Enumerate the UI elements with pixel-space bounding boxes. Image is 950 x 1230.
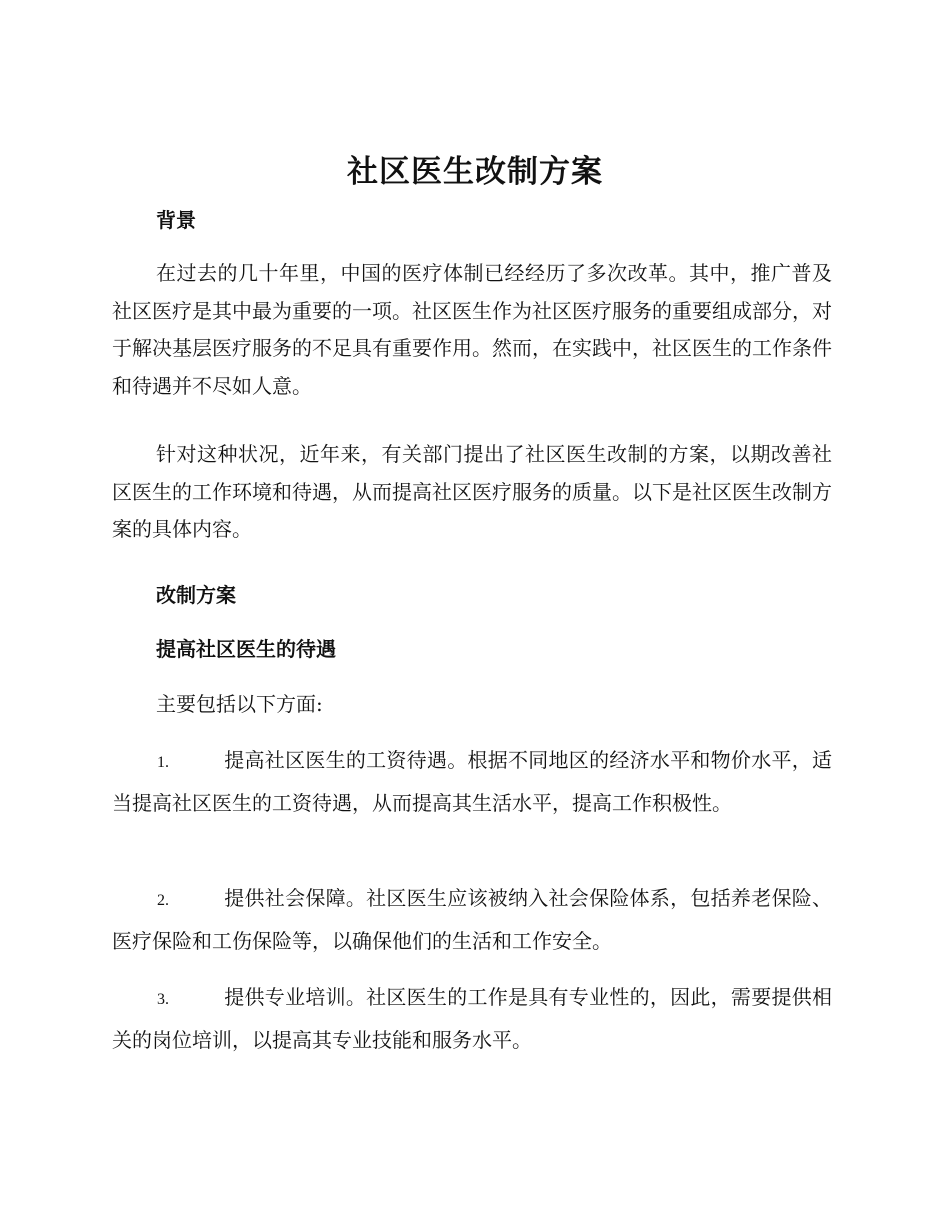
list-item-1 bbox=[112, 740, 832, 823]
document-title: 社区医生改制方案 bbox=[347, 154, 603, 190]
list-item-text: 提高社区医生的工资待遇。根据不同地区的经济水平和物价水平，适当提高社区医生的工资待遇，从而提高其生活水平，提高工作积极性。 bbox=[112, 748, 832, 815]
section-heading-plan: 改制方案 bbox=[156, 583, 236, 607]
list-item-number: 1. bbox=[157, 754, 169, 771]
plan-intro-text: 主要包括以下方面: bbox=[156, 692, 323, 716]
list-item-3 bbox=[112, 977, 832, 1060]
list-item-number: 2. bbox=[157, 892, 169, 909]
list-item-number: 3. bbox=[157, 991, 169, 1008]
list-item-2 bbox=[112, 878, 832, 961]
list-item-text: 提供社会保障。社区医生应该被纳入社会保险体系，包括养老保险、医疗保险和工伤保险等，以确保他们的生活和工作安全。 bbox=[112, 886, 832, 953]
subsection-heading-salary: 提高社区医生的待遇 bbox=[156, 637, 336, 661]
list-item-text: 提供专业培训。社区医生的工作是具有专业性的，因此，需要提供相关的岗位培训，以提高其专业技能和服务水平。 bbox=[112, 985, 832, 1052]
background-paragraph-2: 针对这种状况，近年来，有关部门提出了社区医生改制的方案，以期改善社区医生的工作环境和待遇，从而提高社区医疗服务的质量。以下是社区医生改制方案的具体内容。 bbox=[112, 442, 832, 541]
section-heading-background: 背景 bbox=[156, 208, 196, 232]
background-paragraph-1: 在过去的几十年里，中国的医疗体制已经经历了多次改革。其中，推广普及社区医疗是其中最为重要的一项。社区医生作为社区医疗服务的重要组成部分，对于解决基层医疗服务的不足具有重要作用。然而，在实践中，社区医生的工作条件和待遇并不尽如人意。 bbox=[112, 261, 832, 398]
